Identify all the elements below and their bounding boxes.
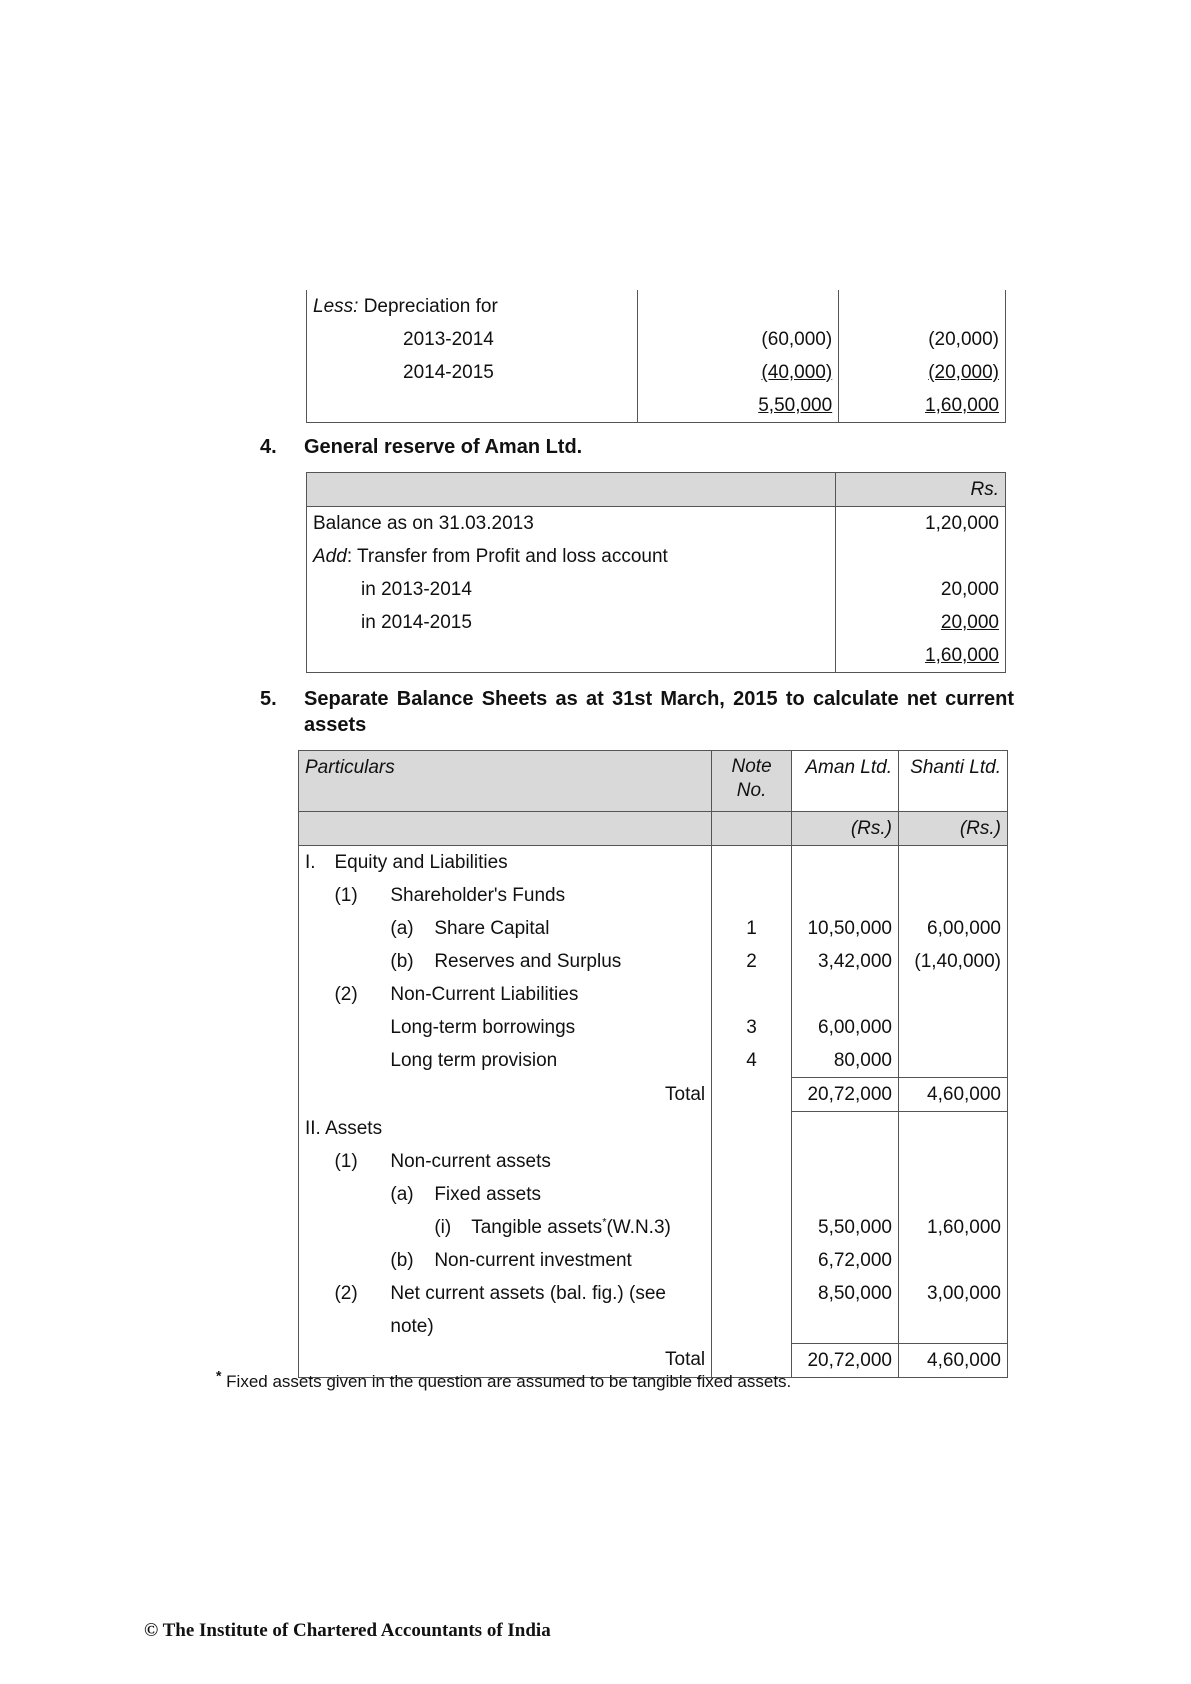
shanti-value: 6,00,000: [898, 912, 1007, 945]
row-num: I.: [299, 846, 329, 880]
total-label: Total: [299, 1078, 712, 1112]
row-num: (2): [334, 1283, 358, 1304]
note-number: 1: [712, 912, 792, 945]
section-5-number: 5.: [260, 688, 277, 710]
footer-copyright: © The Institute of Chartered Accountants of India: [144, 1620, 551, 1641]
share-capital-label: Share Capital: [428, 912, 711, 945]
dep-value-aman: (60,000): [637, 323, 839, 356]
aman-value: 10,50,000: [792, 912, 899, 945]
aman-header: Aman Ltd.: [792, 751, 899, 812]
dep-value-shanti: (20,000): [928, 362, 999, 383]
balance-label: Balance as on 31.03.2013: [307, 507, 836, 541]
net-current-assets-label: Net current assets (bal. fig.) (see note): [384, 1277, 711, 1343]
tangible-assets-label: (i) Tangible assets*(W.N.3): [428, 1211, 711, 1244]
long-term-provision-label: Long term provision: [384, 1044, 711, 1078]
balance-sheet-table: [298, 750, 1008, 1378]
shanti-value: [898, 1044, 1007, 1078]
general-reserve-total: 1,60,000: [925, 645, 999, 666]
aman-value: 6,72,000: [792, 1244, 899, 1277]
aman-value: 5,50,000: [792, 1211, 899, 1244]
row-num: (a): [390, 1184, 414, 1205]
non-current-investment-label: Non-current investment: [428, 1244, 711, 1277]
particulars-header: Particulars: [299, 751, 712, 812]
rs-aman-header: (Rs.): [792, 812, 899, 846]
general-reserve-table: [306, 472, 1006, 673]
row-num: (1): [334, 1151, 358, 1172]
reserves-surplus-label: Reserves and Surplus: [428, 945, 711, 978]
section-5-title-line1: Separate Balance Sheets as at 31st March, 2015 to calculate net current: [304, 688, 1014, 710]
rs-shanti-header: (Rs.): [898, 812, 1007, 846]
transfer-year-label: in 2014-2015: [307, 606, 836, 639]
non-current-assets-label: Non-current assets: [384, 1145, 711, 1178]
transfer-year-label: in 2013-2014: [307, 573, 836, 606]
dep-year-label: 2013-2014: [307, 323, 638, 356]
total-aman: 20,72,000: [792, 1343, 899, 1377]
row-num: (1): [334, 885, 358, 906]
section-4-number: 4.: [260, 436, 277, 458]
shanti-value: [898, 1011, 1007, 1044]
note-no-header: Note No.: [712, 751, 792, 812]
transfer-value: 20,000: [940, 612, 999, 633]
row-num: (a): [390, 918, 414, 939]
note-number: 4: [712, 1044, 792, 1078]
equity-liabilities-label: Equity and Liabilities: [328, 846, 711, 880]
aman-value: 8,50,000: [792, 1277, 899, 1343]
balance-value: 1,20,000: [836, 507, 1006, 541]
rs-header: Rs.: [970, 479, 999, 500]
footnote: * Fixed assets given in the question are assumed to be tangible fixed assets.: [216, 1367, 792, 1391]
shanti-header: Shanti Ltd.: [898, 751, 1007, 812]
note-number: 3: [712, 1011, 792, 1044]
aman-value: 6,00,000: [792, 1011, 899, 1044]
non-current-liabilities-label: Non-Current Liabilities: [384, 978, 711, 1011]
row-num: (2): [334, 984, 358, 1005]
dep-year-label: 2014-2015: [307, 356, 638, 389]
aman-value: 80,000: [792, 1044, 899, 1078]
shanti-value: (1,40,000): [898, 945, 1007, 978]
transfer-value: 20,000: [836, 573, 1006, 606]
total-aman: 20,72,000: [792, 1078, 899, 1112]
total-shanti: 4,60,000: [898, 1078, 1007, 1112]
long-term-borrowings-label: Long-term borrowings: [384, 1011, 711, 1044]
shanti-value: 3,00,000: [898, 1277, 1007, 1343]
note-number: 2: [712, 945, 792, 978]
shareholders-funds-label: Shareholder's Funds: [384, 879, 711, 912]
add-transfer-label: Add: Transfer from Profit and loss account: [307, 540, 836, 573]
assets-label: II. Assets: [299, 1112, 712, 1146]
total-shanti: 4,60,000: [898, 1343, 1007, 1377]
dep-total-shanti: 1,60,000: [925, 395, 999, 416]
row-num: (b): [390, 1250, 414, 1271]
dep-value-shanti: (20,000): [839, 323, 1006, 356]
shanti-value: 1,60,000: [898, 1211, 1007, 1244]
less-depreciation-label: Less: Depreciation for: [307, 290, 638, 323]
dep-total-aman: 5,50,000: [758, 395, 833, 416]
section-5-title-line2: assets: [304, 714, 367, 736]
fixed-assets-label: Fixed assets: [428, 1178, 711, 1211]
section-4-title: General reserve of Aman Ltd.: [304, 436, 583, 458]
depreciation-table: [306, 290, 1006, 423]
aman-value: 3,42,000: [792, 945, 899, 978]
row-num: (b): [390, 951, 414, 972]
total-label: Total: [299, 1343, 712, 1377]
dep-value-aman: (40,000): [761, 362, 833, 383]
